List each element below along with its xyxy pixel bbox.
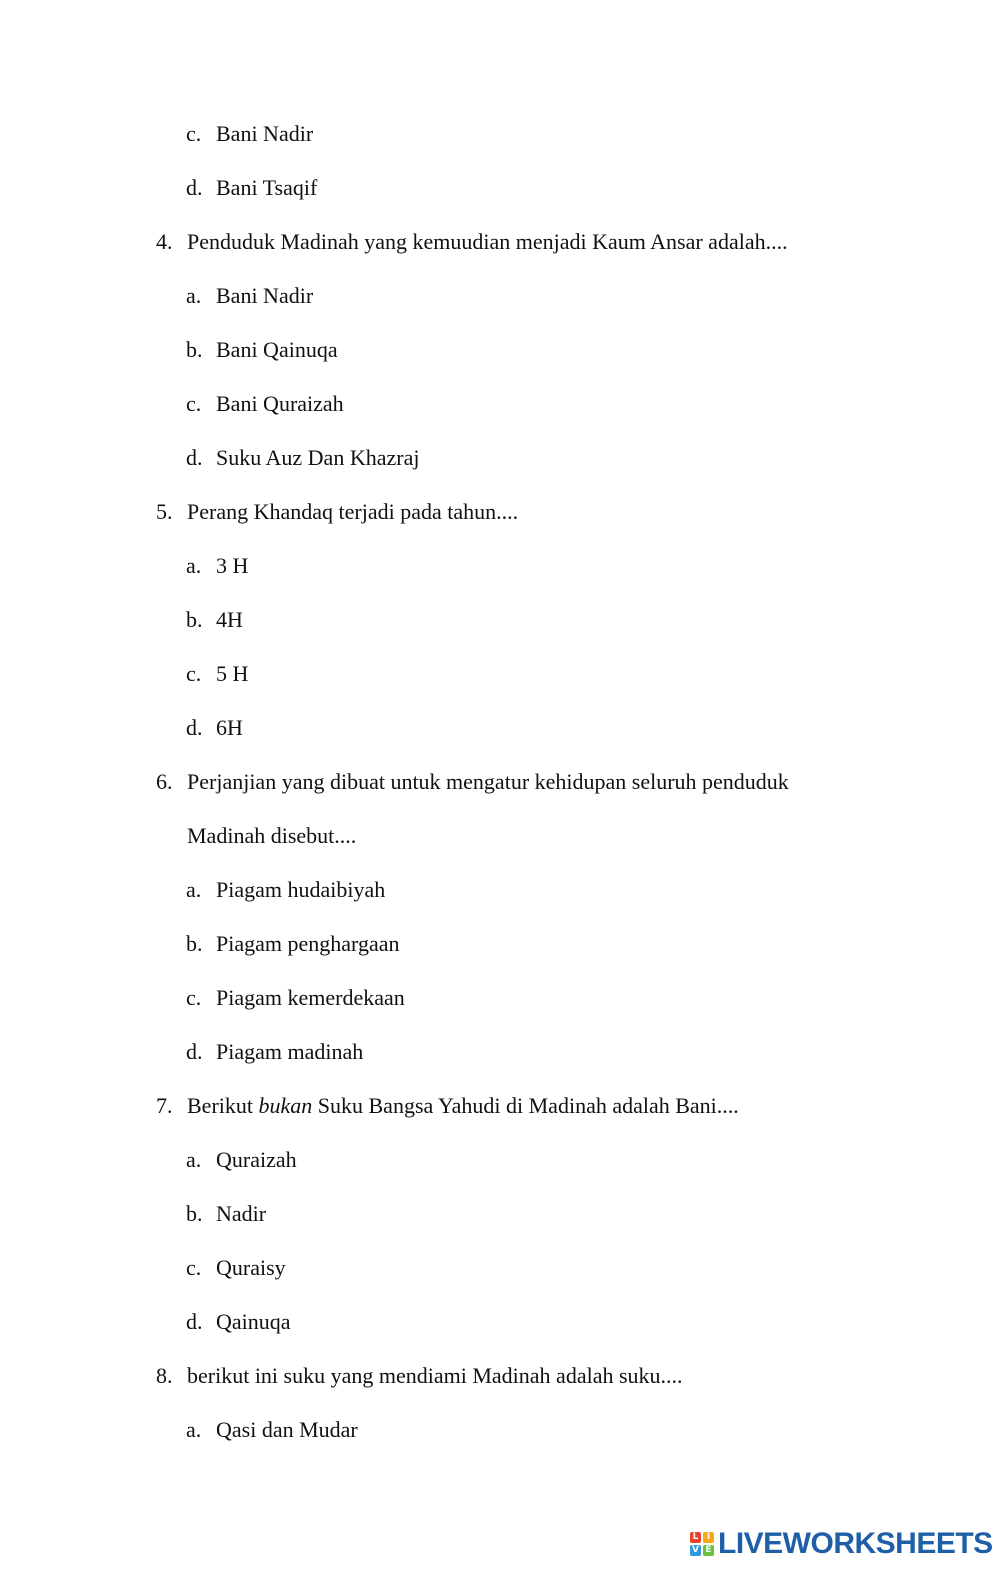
option-letter: d. — [186, 1309, 203, 1334]
option-text: 6H — [216, 715, 243, 740]
option-text: 5 H — [216, 661, 249, 686]
option-letter: b. — [186, 931, 203, 956]
question-number: 4. — [156, 229, 173, 254]
logo-mark-icon — [690, 1532, 714, 1556]
logo-cell: V — [690, 1545, 701, 1556]
question-text: Penduduk Madinah yang kemuudian menjadi Kaum Ansar adalah.... — [187, 229, 788, 254]
option-letter: a. — [186, 283, 202, 308]
option-letter: b. — [186, 607, 203, 632]
option-text: Piagam penghargaan — [216, 931, 400, 956]
question-text — [187, 1092, 739, 1120]
option-letter: d. — [186, 1039, 203, 1064]
option-text: Suku Auz Dan Khazraj — [216, 445, 420, 470]
option-letter: a. — [186, 553, 202, 578]
option-letter: b. — [186, 337, 203, 362]
option-letter: a. — [186, 1147, 202, 1172]
option-letter: c. — [186, 391, 202, 416]
question-number: 6. — [156, 769, 173, 794]
option-letter: d. — [186, 445, 203, 470]
question-text: Perjanjian yang dibuat untuk mengatur kehidupan seluruh penduduk — [187, 769, 789, 794]
option-text: Quraisy — [216, 1255, 286, 1280]
option-letter: a. — [186, 1417, 202, 1442]
question-text: berikut ini suku yang mendiami Madinah adalah suku.... — [187, 1363, 683, 1388]
option-letter: c. — [186, 121, 202, 146]
option-text: 3 H — [216, 553, 249, 578]
question-number: 7. — [156, 1093, 173, 1118]
option-text: Bani Nadir — [216, 283, 314, 308]
option-letter: b. — [186, 1201, 203, 1226]
logo-cell: I — [703, 1532, 714, 1543]
option-text: Qainuqa — [216, 1309, 291, 1334]
question-text-italic: bukan — [258, 1093, 313, 1118]
question-number: 8. — [156, 1363, 173, 1388]
question-text: Madinah disebut.... — [187, 823, 357, 848]
option-letter: c. — [186, 1255, 202, 1280]
option-text: Piagam kemerdekaan — [216, 985, 405, 1010]
option-letter: c. — [186, 985, 202, 1010]
logo-text: LIVEWORKSHEETS — [718, 1527, 993, 1560]
option-letter: a. — [186, 877, 202, 902]
option-text: Bani Tsaqif — [216, 175, 318, 200]
logo-cell: L — [690, 1532, 701, 1543]
liveworksheets-logo — [690, 1528, 993, 1560]
option-text: Bani Quraizah — [216, 391, 344, 416]
option-text: Quraizah — [216, 1147, 297, 1172]
option-text: Nadir — [216, 1201, 267, 1226]
option-text: 4H — [216, 607, 243, 632]
option-text: Piagam hudaibiyah — [216, 877, 386, 902]
question-text: Perang Khandaq terjadi pada tahun.... — [187, 499, 519, 524]
option-text: Qasi dan Mudar — [216, 1417, 358, 1442]
logo-cell: E — [703, 1545, 714, 1556]
question-text-before: Berikut — [187, 1093, 259, 1118]
option-text: Bani Nadir — [216, 121, 314, 146]
option-letter: d. — [186, 715, 203, 740]
option-letter: c. — [186, 661, 202, 686]
option-letter: d. — [186, 175, 203, 200]
question-number: 5. — [156, 499, 173, 524]
option-text: Bani Qainuqa — [216, 337, 338, 362]
option-text: Piagam madinah — [216, 1039, 364, 1064]
question-text-after: Suku Bangsa Yahudi di Madinah adalah Bani.... — [312, 1093, 739, 1118]
